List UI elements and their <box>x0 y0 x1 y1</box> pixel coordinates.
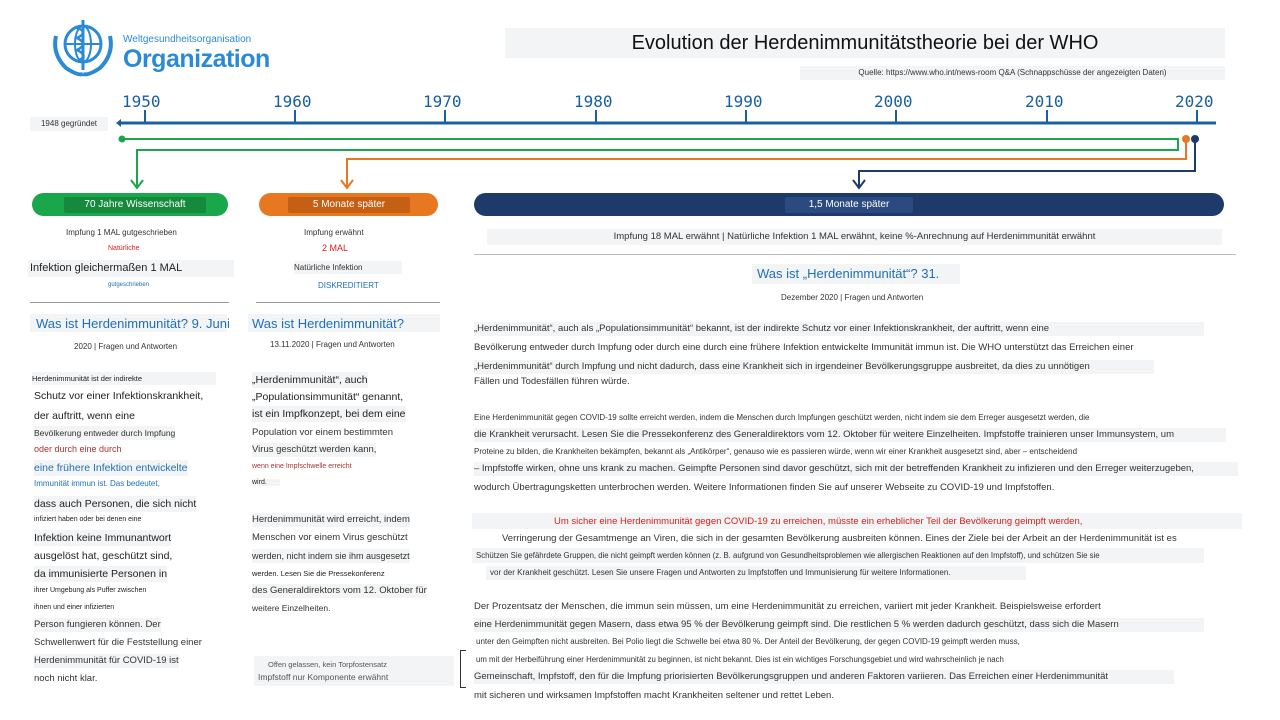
navy-connector <box>859 139 1195 186</box>
col1-body-line: Herdenimmunität ist der indirekte <box>32 372 216 385</box>
col3-p4-line: eine Herdenimmunität gegen Masern, dass etwa 95 % der Bevölkerung geimpft sind. Die restlichen 5 % werden dadurch geschützt, dass sich die Masern <box>474 618 1204 632</box>
col3-p1-line: „Herdenimmunität“ durch Impfung und nicht dadurch, dass eine Krankheit sich in irgendeiner Bevölkerungsgruppe ausbreitet, da dies zu unnötigen <box>474 360 1154 374</box>
col3-heading: Was ist „Herdenimmunität“? 31. <box>757 266 940 281</box>
year-label: 1990 <box>724 92 763 111</box>
green-connector <box>122 139 1178 186</box>
col1-body-line: ihrer Umgebung als Puffer zwischen <box>34 587 147 594</box>
col3-summary: Impfung 18 MAL erwähnt | Natürliche Infektion 1 MAL erwähnt, keine %-Anrechnung auf Herdenimmunität erwähnt <box>613 231 1096 242</box>
col1-body-line: ausgelöst hat, geschützt sind, <box>34 550 173 562</box>
col3-p4-line: Gemeinschaft, Impfstoff, den für die Impfung priorisierten Bevölkerungsgruppen und anderen Faktoren variieren. Das Erreichen einer Herdenimmunität <box>474 670 1174 684</box>
col2-divider <box>256 302 440 303</box>
col3-p2-line: Eine Herdenimmunität gegen COVID-19 sollte erreicht werden, indem die Menschen durch Impfungen geschützt werden, nicht indem sie dem Erreger ausgesetzt werden, die <box>474 413 1090 422</box>
col1-divider <box>30 302 229 303</box>
col2-body-line: „Populationsimmunität“ genannt, <box>252 391 404 403</box>
col2-summary-line: Impfung erwähnt <box>304 228 364 237</box>
col2-body-line: des Generaldirektors vom 12. Oktober für <box>252 585 427 596</box>
col3-p4-line: mit sicheren und wirksamen Impfstoffen macht Krankheiten seltener und rettet Leben. <box>474 690 834 701</box>
col2-note-line: Offen gelassen, kein Torpfostensatz <box>268 660 387 669</box>
col2-body-line: ist ein Impfkonzept, bei dem eine <box>252 408 406 420</box>
col1-summary-line: gutgeschrieben <box>108 282 150 288</box>
col1-date: 2020 | Fragen und Antworten <box>74 342 178 351</box>
col1-body-line: Person fungieren können. Der <box>34 619 161 630</box>
col2-summary-line: 2 MAL <box>322 243 349 253</box>
logo-title: Organization <box>123 45 270 73</box>
col3-divider <box>474 254 1236 255</box>
col1-body-line: eine frühere Infektion entwickelte <box>34 462 188 474</box>
col1-body-line: da immunisierte Personen in <box>34 568 168 580</box>
col2-body-line: Herdenimmunität wird erreicht, indem <box>252 514 410 525</box>
col2-body-line: „Herdenimmunität“, auch <box>252 374 368 386</box>
col2-body-line: wird. <box>252 479 280 486</box>
year-label: 1950 <box>122 92 161 111</box>
col3-body <box>472 322 1242 702</box>
logo-subtitle: Weltgesundheitsorganisation <box>123 34 252 45</box>
axis-ticks <box>145 110 1197 123</box>
col1-summary-line: Impfung 1 MAL gutgeschrieben <box>66 228 177 237</box>
col1-body-line: oder durch eine durch <box>34 444 122 454</box>
col1-body-line: noch nicht klar. <box>34 673 98 684</box>
col3-bracket <box>460 650 466 688</box>
axis-start-marker <box>116 119 121 127</box>
col1-summary-line: Natürliche <box>108 245 140 252</box>
col3-p4-line: um mit der Herbeiführung einer Herdenimmunität zu beginnen, ist nicht bekannt. Dies ist ein wichtiges Forschungsgebiet und wird wahrscheinlich je nach <box>476 655 1004 664</box>
col1-body-line: Immunität immun ist. Das bedeutet, <box>34 479 160 488</box>
year-label: 1980 <box>574 92 613 111</box>
col1-body-line: ihnen und einer infizierten <box>34 604 115 611</box>
col2-heading: Was ist Herdenimmunität? <box>252 316 404 331</box>
col2-body-line: Virus geschützt werden kann, <box>252 444 377 455</box>
col2-body-line: weitere Einzelheiten. <box>252 603 331 613</box>
col1-body-line: der auftritt, wenn eine <box>34 410 135 422</box>
source-note: Quelle: https://www.who.int/news-room Q&A (Schnappschüsse der angezeigten Daten) <box>800 66 1225 80</box>
col1-body-line: Schutz vor einer Infektionskrankheit, <box>34 390 204 402</box>
year-label: 2010 <box>1025 92 1064 111</box>
col1-body-line: Bevölkerung entweder durch Impfung <box>34 428 176 438</box>
founded-label: 1948 gegründet <box>30 117 108 131</box>
col3-p1-line: „Herdenimmunität“, auch als „Populationsimmunität“ bekannt, ist der indirekte Schutz vor einer Infektionskrankheit, der auftritt, wenn eine <box>474 322 1204 336</box>
col2-body-line: werden, nicht indem sie ihm ausgesetzt <box>252 551 410 561</box>
col1-body-line: Herdenimmunität für COVID-19 ist <box>34 655 179 666</box>
col1-heading: Was ist Herdenimmunität? 9. Juni <box>36 316 230 331</box>
col3-p1-line: Fällen und Todesfällen führen würde. <box>474 376 630 387</box>
col2-body-line: Population vor einem bestimmten <box>252 427 393 438</box>
col2-summary-line: DISKREDITIERT <box>318 281 379 290</box>
col3-p4-line: Der Prozentsatz der Menschen, die immun sein müssen, um eine Herdenimmunität zu erreichen, variiert mit jeder Krankheit. Beispielsweise erfordert <box>474 601 1101 612</box>
year-label: 2000 <box>874 92 913 111</box>
col1-summary-line: Infektion gleichermaßen 1 MAL <box>30 262 183 274</box>
col3-p1-line: Bevölkerung entweder durch Impfung oder durch eine durch eine frühere Infektion entwickelte Immunität immun ist. Die WHO unterstützt das Erreichen einer <box>474 342 1134 353</box>
col2-body1 <box>250 372 445 497</box>
year-label: 1970 <box>423 92 462 111</box>
col3-p2-line: wodurch Übertragungsketten unterbrochen werden. Weitere Informationen finden Sie auf unserer Webseite zu COVID-19 und Impfstoffen. <box>474 482 1055 493</box>
col1-body-line: Schwellenwert für die Feststellung einer <box>34 637 202 648</box>
col2-body2 <box>250 513 445 618</box>
page-title: Evolution der Herdenimmunitätstheorie bei der WHO <box>631 32 1099 54</box>
col3-p2-line: die Krankheit verursacht. Lesen Sie die Pressekonferenz des Generaldirektors vom 12. Oktober für weitere Einzelheiten. Impfstoffe trainieren unser Immunsystem, um <box>474 428 1226 442</box>
col1-body-line: Infektion keine Immunantwort <box>34 532 172 544</box>
col3-date: Dezember 2020 | Fragen und Antworten <box>781 293 924 302</box>
col1-body-line: dass auch Personen, die sich nicht <box>34 498 197 510</box>
col2-body-line: werden. Lesen Sie die Pressekonferenz <box>252 569 385 578</box>
col3-p3-line: vor der Krankheit geschützt. Lesen Sie unsere Fragen und Antworten zu Impfstoffen und Immunisierung für weitere Informationen. <box>490 568 951 577</box>
badge-green-label: 70 Jahre Wissenschaft <box>64 197 206 213</box>
col2-body-line: wenn eine Impfschwelle erreicht <box>252 463 352 470</box>
badge-orange-label: 5 Monate später <box>288 197 410 213</box>
col3-p3-line: Schützen Sie gefährdete Gruppen, die nicht geimpft werden können (z. B. aufgrund von Gesundheitsproblemen wie allergischen Reaktionen auf den Impfstoff), und schützen Sie sie <box>476 551 1100 560</box>
orange-connector <box>347 139 1186 186</box>
year-label: 2020 <box>1175 92 1214 111</box>
timeline-graphic <box>0 0 1280 200</box>
col1-body-line: infiziert haben oder bei denen eine <box>34 516 142 523</box>
col3-p2-line: – Impfstoffe wirken, ohne uns krank zu machen. Geimpfte Personen sind davor geschützt, sich mit der betreffenden Krankheit zu infizieren und den Erreger weiterzugeben, <box>474 462 1238 476</box>
col3-p3-red-line: Um sicher eine Herdenimmunität gegen COVID-19 zu erreichen, müsste ein erheblicher Teil der Bevölkerung geimpft werden, <box>554 516 1083 527</box>
col2-summary-line: Natürliche Infektion <box>294 261 402 274</box>
col2-body-line: Menschen vor einem Virus geschützt <box>252 532 408 543</box>
col1-body <box>30 372 220 692</box>
badge-navy-label: 1,5 Monate später <box>785 197 913 213</box>
year-label: 1960 <box>273 92 312 111</box>
col3-p3-line: Verringerung der Gesamtmenge an Viren, die sich in der gesamten Bevölkerung ausbreiten können. Eines der Ziele bei der Arbeit an der Herdenimmunität ist es <box>502 533 1177 544</box>
col3-p4-line: unter den Geimpften nicht ausbreiten. Bei Polio liegt die Schwelle bei etwa 80 %. Der Anteil der Bevölkerung, der gegen COVID-19 geimpft werden muss, <box>476 637 1020 646</box>
col2-date: 13.11.2020 | Fragen und Antworten <box>270 340 395 349</box>
col2-note-line: Impfstoff nur Komponente erwähnt <box>258 672 389 682</box>
col3-p2-line: Proteine zu bilden, die Krankheiten bekämpfen, bekannt als „Antikörper“, genauso wie es passieren würde, wenn wir einer Krankheit ausgesetzt sind, aber – entscheidend <box>474 447 1078 456</box>
